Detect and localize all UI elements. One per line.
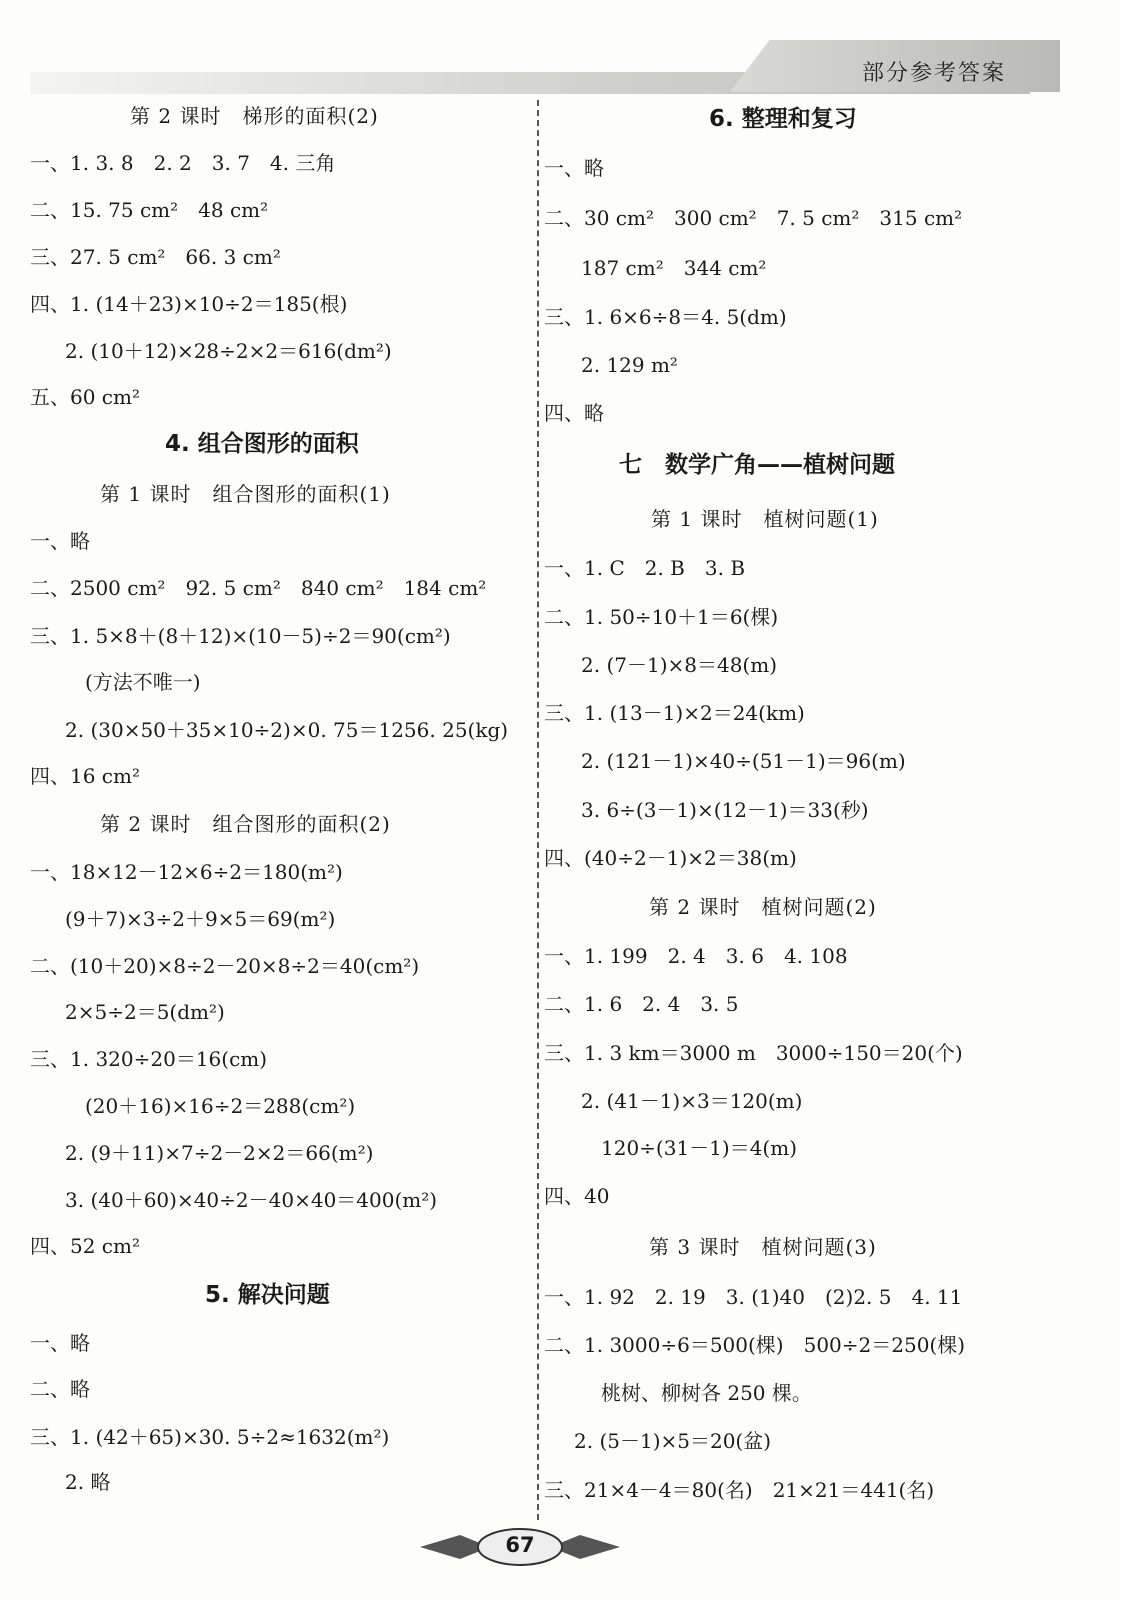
answer-line: 三、1. 6×6÷8＝4. 5(dm) xyxy=(544,305,787,329)
answer-line: 四、52 cm² xyxy=(30,1234,140,1258)
lesson-heading: 第 3 课时 植树问题(3) xyxy=(649,1235,877,1259)
answer-line: 五、60 cm² xyxy=(30,385,140,409)
answer-line: 2. (5－1)×5＝20(盆) xyxy=(574,1429,772,1453)
answer-line: 187 cm² 344 cm² xyxy=(581,256,767,280)
answer-line: 四、40 xyxy=(544,1184,610,1208)
answer-line: 2×5÷2＝5(dm²) xyxy=(65,1000,225,1024)
answer-line: 三、27. 5 cm² 66. 3 cm² xyxy=(30,245,281,269)
answer-line: 2. 129 m² xyxy=(581,353,678,377)
section-heading: 4. 组合图形的面积 xyxy=(165,431,359,457)
answer-line: 一、略 xyxy=(30,1331,90,1355)
lesson-heading: 第 2 课时 组合图形的面积(2) xyxy=(100,812,391,836)
answer-line: 2. (9＋11)×7÷2－2×2＝66(m²) xyxy=(65,1141,374,1165)
answer-line: 一、略 xyxy=(544,156,604,180)
answer-line: 一、1. 92 2. 19 3. (1)40 (2)2. 5 4. 11 xyxy=(544,1285,963,1309)
answer-line: 二、略 xyxy=(30,1377,90,1401)
answer-line: 二、(10＋20)×8÷2－20×8÷2＝40(cm²) xyxy=(30,954,420,978)
answer-line: 三、1. 5×8＋(8＋12)×(10－5)÷2＝90(cm²) xyxy=(30,624,451,648)
answer-line: 四、(40÷2－1)×2＝38(m) xyxy=(544,846,797,870)
answer-line: 四、1. (14＋23)×10÷2＝185(根) xyxy=(30,292,348,316)
answer-line: 3. (40＋60)×40÷2－40×40＝400(m²) xyxy=(65,1188,438,1212)
section-heading: 七 数学广角——植树问题 xyxy=(619,452,895,478)
answer-line: 三、1. 3 km＝3000 m 3000÷150＝20(个) xyxy=(544,1041,963,1065)
answer-line: 三、1. (13－1)×2＝24(km) xyxy=(544,701,805,725)
lesson-heading: 第 2 课时 梯形的面积(2) xyxy=(130,104,379,128)
answer-line: (9＋7)×3÷2＋9×5＝69(m²) xyxy=(65,907,336,931)
answer-line: 二、2500 cm² 92. 5 cm² 840 cm² 184 cm² xyxy=(30,576,487,600)
answer-line: 三、1. (42＋65)×30. 5÷2≈1632(m²) xyxy=(30,1425,390,1449)
answer-line: 2. 略 xyxy=(65,1470,111,1494)
lesson-heading: 第 1 课时 组合图形的面积(1) xyxy=(100,482,391,506)
answer-line: 一、略 xyxy=(30,529,90,553)
answer-line: 120÷(31－1)＝4(m) xyxy=(601,1136,798,1160)
answer-line: (方法不唯一) xyxy=(85,670,201,694)
answer-line: 二、15. 75 cm² 48 cm² xyxy=(30,198,269,222)
answer-line: (20＋16)×16÷2＝288(cm²) xyxy=(85,1094,356,1118)
answer-line: 一、1. 3. 8 2. 2 3. 7 4. 三角 xyxy=(30,151,336,175)
answer-line: 四、16 cm² xyxy=(30,764,140,788)
page-footer xyxy=(420,1525,620,1569)
section-heading: 5. 解决问题 xyxy=(205,1282,330,1308)
answer-line: 一、18×12－12×6÷2＝180(m²) xyxy=(30,860,343,884)
answer-line: 2. (121－1)×40÷(51－1)＝96(m) xyxy=(581,749,906,773)
page-header-title: 部分参考答案 xyxy=(862,61,1007,86)
lesson-heading: 第 2 课时 植树问题(2) xyxy=(649,895,877,919)
answer-line: 二、1. 6 2. 4 3. 5 xyxy=(544,992,739,1016)
section-heading: 6. 整理和复习 xyxy=(709,106,857,132)
answer-line: 2. (30×50＋35×10÷2)×0. 75＝1256. 25(kg) xyxy=(65,718,509,742)
answer-line: 3. 6÷(3－1)×(12－1)＝33(秒) xyxy=(581,798,869,822)
answer-line: 桃树、柳树各 250 棵。 xyxy=(601,1381,812,1405)
column-divider xyxy=(537,100,539,1520)
page-number: 67 xyxy=(505,1533,535,1557)
lesson-heading: 第 1 课时 植树问题(1) xyxy=(651,507,879,531)
answer-line: 一、1. 199 2. 4 3. 6 4. 108 xyxy=(544,944,848,968)
answer-line: 二、1. 50÷10＋1＝6(棵) xyxy=(544,605,779,629)
answer-line: 二、30 cm² 300 cm² 7. 5 cm² 315 cm² xyxy=(544,206,963,230)
answer-line: 三、1. 320÷20＝16(cm) xyxy=(30,1047,268,1071)
answer-line: 2. (41－1)×3＝120(m) xyxy=(581,1089,803,1113)
answer-line: 一、1. C 2. B 3. B xyxy=(544,556,746,580)
answer-line: 2. (7－1)×8＝48(m) xyxy=(581,653,777,677)
answer-line: 三、21×4－4＝80(名) 21×21＝441(名) xyxy=(544,1478,935,1502)
answer-line: 2. (10＋12)×28÷2×2＝616(dm²) xyxy=(65,339,392,363)
answer-line: 二、1. 3000÷6＝500(棵) 500÷2＝250(棵) xyxy=(544,1333,966,1357)
answer-line: 四、略 xyxy=(544,401,604,425)
